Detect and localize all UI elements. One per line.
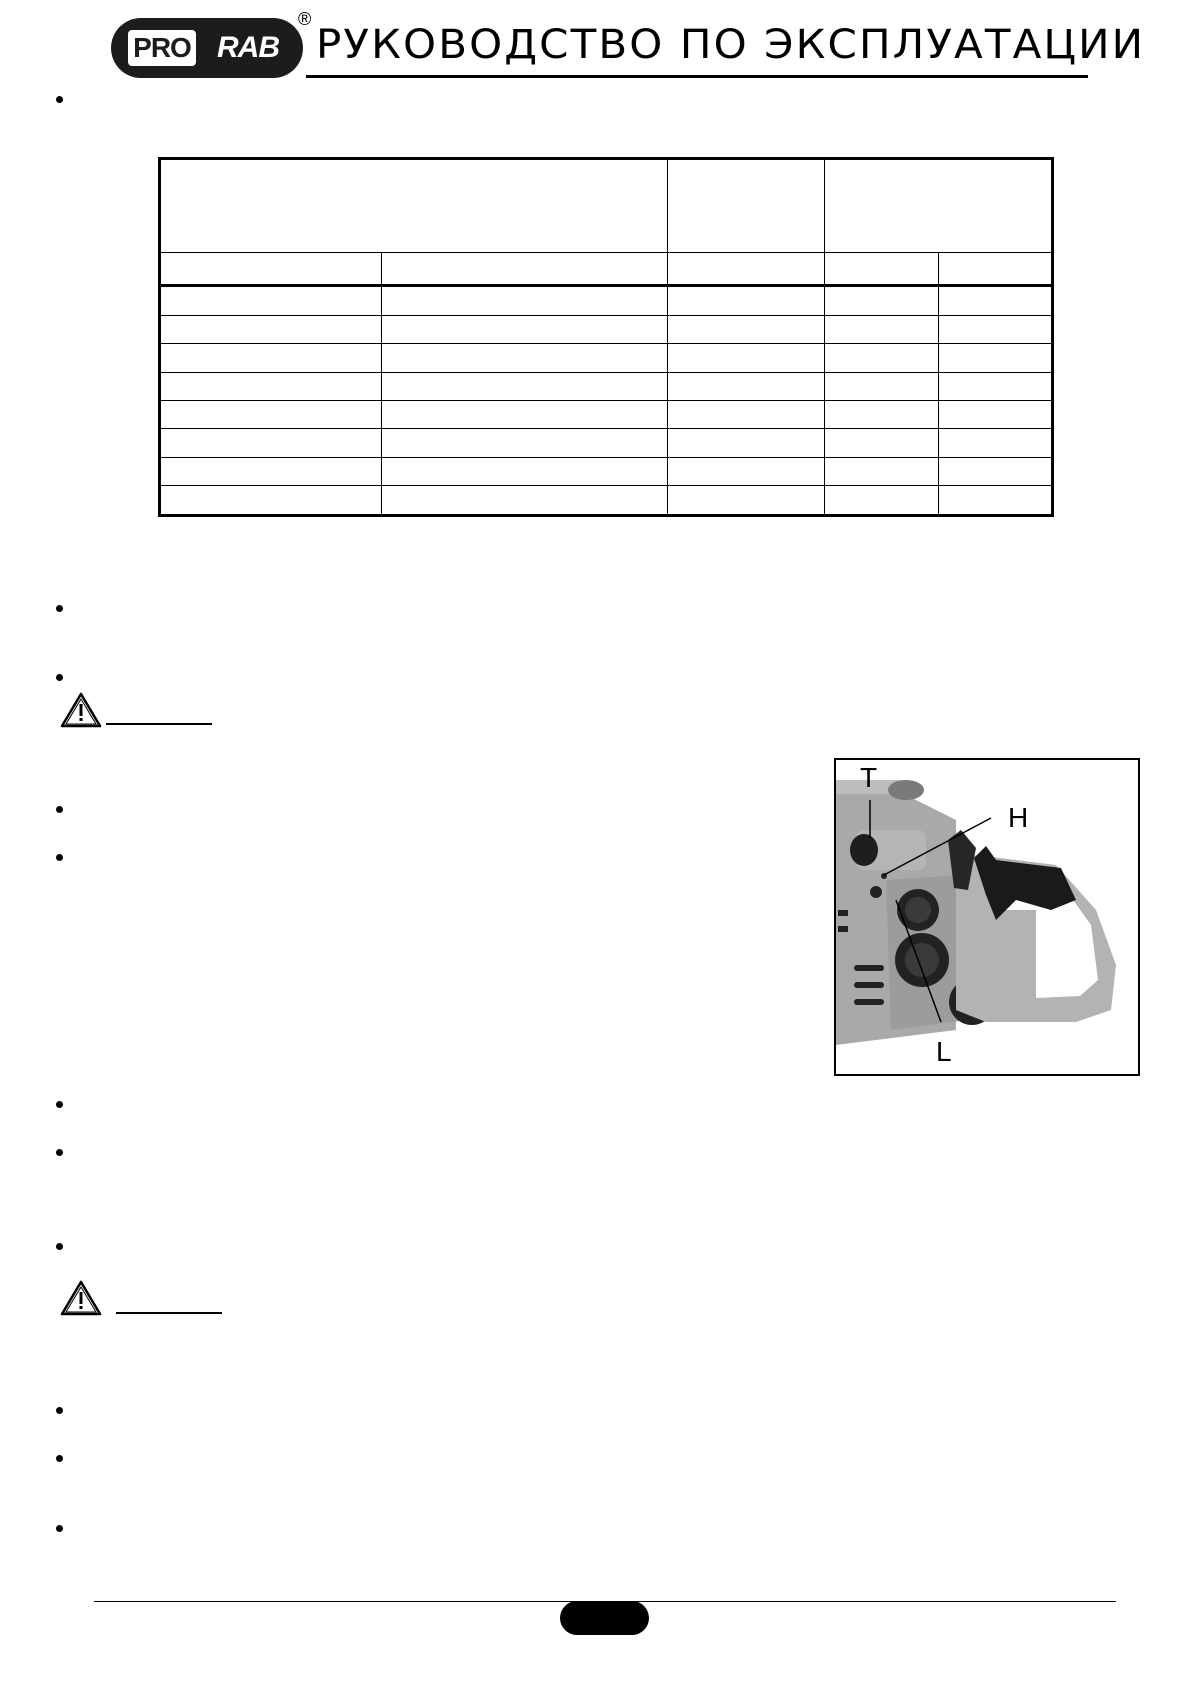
table-header-row bbox=[160, 159, 1053, 253]
table-row bbox=[160, 457, 1053, 485]
table-cell bbox=[825, 372, 939, 400]
table-cell bbox=[382, 401, 668, 429]
table-cell bbox=[939, 344, 1053, 372]
table-cell bbox=[382, 286, 668, 315]
table-cell bbox=[939, 315, 1053, 343]
table-cell bbox=[825, 486, 939, 516]
table-cell bbox=[939, 286, 1053, 315]
table-cell bbox=[382, 315, 668, 343]
table-cell bbox=[939, 457, 1053, 485]
carburetor-adjustment-figure bbox=[834, 758, 1140, 1076]
warning-heading-underline bbox=[116, 1312, 222, 1314]
table-cell bbox=[668, 372, 825, 400]
table-cell bbox=[939, 429, 1053, 457]
table-cell bbox=[382, 252, 668, 286]
figure-label-t: T bbox=[860, 762, 878, 793]
table-cell bbox=[825, 315, 939, 343]
table-cell bbox=[825, 401, 939, 429]
table-row bbox=[160, 286, 1053, 315]
table-row bbox=[160, 429, 1053, 457]
table-cell bbox=[160, 429, 382, 457]
table-cell bbox=[382, 344, 668, 372]
warning-triangle-icon bbox=[60, 692, 102, 728]
bullet bbox=[56, 854, 63, 861]
figure-label-l: L bbox=[936, 1036, 952, 1067]
table-cell bbox=[160, 252, 382, 286]
table-cell bbox=[382, 457, 668, 485]
prorab-logo bbox=[111, 18, 303, 78]
table-cell bbox=[668, 457, 825, 485]
table-header-cell bbox=[160, 159, 668, 253]
figure-label-h: H bbox=[1008, 802, 1029, 833]
table-cell bbox=[668, 315, 825, 343]
table-cell bbox=[939, 401, 1053, 429]
table-row bbox=[160, 344, 1053, 372]
logo-rab-text: RAB bbox=[217, 31, 279, 64]
table-cell bbox=[160, 401, 382, 429]
table-cell bbox=[160, 372, 382, 400]
manual-title: РУКОВОДСТВО ПО ЭКСПЛУАТАЦИИ bbox=[316, 22, 1146, 68]
table-row bbox=[160, 401, 1053, 429]
bullet bbox=[56, 1455, 63, 1462]
bullet bbox=[56, 96, 63, 103]
chainsaw-photo bbox=[836, 760, 1138, 1074]
table-row bbox=[160, 315, 1053, 343]
page-number bbox=[560, 1601, 649, 1635]
logo-pro-text: PRO bbox=[126, 28, 198, 68]
table-cell bbox=[160, 344, 382, 372]
bullet bbox=[56, 1101, 63, 1108]
table-row bbox=[160, 372, 1053, 400]
table-cell bbox=[825, 252, 939, 286]
table-cell bbox=[160, 315, 382, 343]
bullet bbox=[56, 806, 63, 813]
table-cell bbox=[668, 429, 825, 457]
table-cell bbox=[825, 344, 939, 372]
bullet bbox=[56, 1525, 63, 1532]
bullet bbox=[56, 1407, 63, 1414]
registered-mark: ® bbox=[298, 9, 312, 29]
title-underline bbox=[306, 75, 1088, 78]
bullet bbox=[56, 674, 63, 681]
table-cell bbox=[160, 486, 382, 516]
table-cell bbox=[825, 457, 939, 485]
warning-heading-underline bbox=[106, 723, 212, 725]
table-subheader-row bbox=[160, 252, 1053, 286]
table-row bbox=[160, 486, 1053, 516]
bullet bbox=[56, 605, 63, 612]
table-cell bbox=[668, 486, 825, 516]
table-cell bbox=[939, 486, 1053, 516]
table-cell bbox=[825, 429, 939, 457]
table-cell bbox=[825, 286, 939, 315]
table-cell bbox=[160, 286, 382, 315]
table-cell bbox=[668, 252, 825, 286]
table-cell bbox=[160, 457, 382, 485]
warning-triangle-icon bbox=[60, 1280, 102, 1316]
table-header-cell bbox=[668, 159, 825, 253]
bullet bbox=[56, 1243, 63, 1250]
bullet bbox=[56, 1149, 63, 1156]
table-cell bbox=[668, 401, 825, 429]
spec-table bbox=[158, 157, 1054, 517]
table-cell bbox=[382, 372, 668, 400]
table-cell bbox=[382, 486, 668, 516]
table-cell bbox=[939, 372, 1053, 400]
table-cell bbox=[668, 344, 825, 372]
table-cell bbox=[668, 286, 825, 315]
table-cell bbox=[382, 429, 668, 457]
table-header-cell bbox=[825, 159, 1053, 253]
table-cell bbox=[939, 252, 1053, 286]
